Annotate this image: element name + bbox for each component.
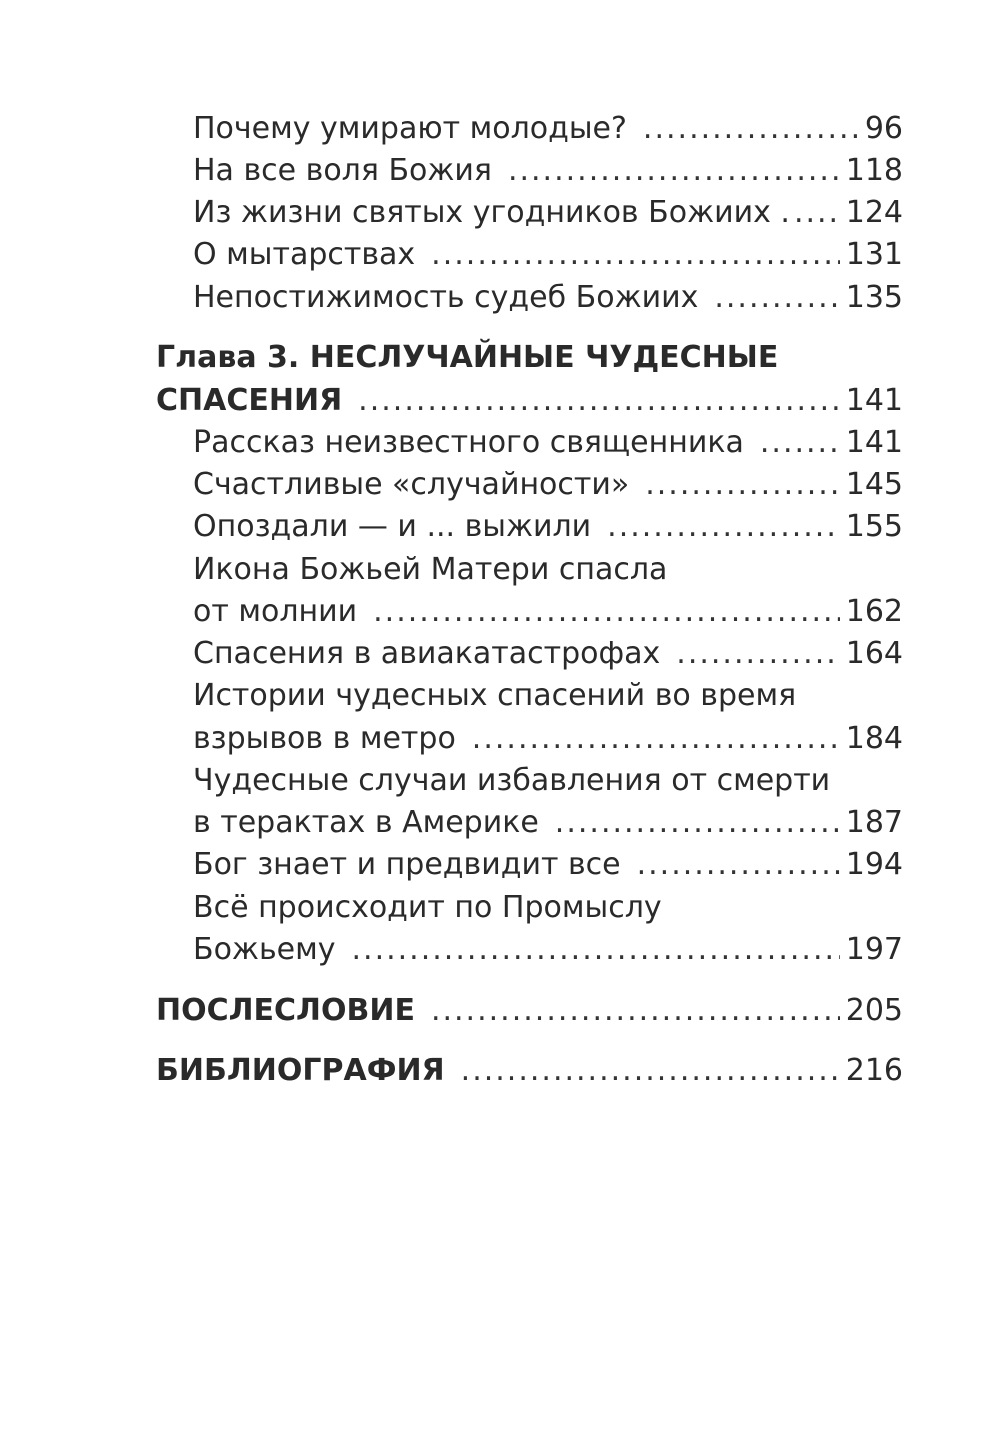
- toc-entry-title: На все воля Божия: [193, 153, 492, 188]
- toc-entry-title: Непостижимость судеб Божиих: [193, 280, 699, 315]
- toc-entry-title: ПОСЛЕСЛОВИЕ: [156, 993, 415, 1028]
- toc-entry-title-line1: Чудесные случаи избавления от смерти: [193, 763, 831, 798]
- toc-entry-line2: [193, 718, 903, 760]
- toc-entry-page: 194: [845, 847, 903, 882]
- toc-entry-page: 135: [845, 280, 903, 315]
- toc-entry-page: 118: [845, 153, 903, 188]
- toc-entry-page: 124: [845, 195, 903, 230]
- toc-entry-title: Бог знает и предвидит все: [193, 847, 621, 882]
- toc-entry: [193, 675, 903, 717]
- toc-entry-page: 96: [864, 111, 903, 146]
- dot-leader: [643, 108, 859, 150]
- toc-entry: [193, 277, 903, 319]
- dot-leader: [714, 277, 839, 319]
- toc-entry-page: 155: [845, 509, 903, 544]
- toc-entry-title-line2: в терактах в Америке: [193, 805, 539, 840]
- toc-entry: [193, 506, 903, 548]
- toc-entry-title-line2: взрывов в метро: [193, 721, 456, 756]
- toc-entry-title-line2: Божьему: [193, 932, 336, 967]
- toc-entry-title: Счастливые «случайности»: [193, 467, 630, 502]
- toc-entry: [193, 150, 903, 192]
- toc-entry-page: 184: [845, 721, 903, 756]
- toc-entry-page: 164: [845, 636, 903, 671]
- toc-entry-page: 141: [845, 425, 903, 460]
- toc-entry-title-line1: Икона Божьей Матери спасла: [193, 552, 668, 587]
- dot-leader: [431, 990, 840, 1032]
- dot-leader: [373, 591, 840, 633]
- dot-leader: [431, 234, 840, 276]
- toc-entry-page: 141: [845, 383, 903, 418]
- toc-entry: [193, 108, 903, 150]
- toc-entry: [193, 633, 903, 675]
- toc-entry-line2: [193, 802, 903, 844]
- toc-entry-title: Почему умирают молодые?: [193, 111, 627, 146]
- dot-leader: [461, 1050, 840, 1092]
- toc-entry-page: 145: [845, 467, 903, 502]
- dot-leader: [760, 422, 840, 464]
- dot-leader: [794, 192, 840, 234]
- toc-entry: [193, 549, 903, 591]
- toc-entry-line2: [193, 929, 903, 971]
- toc-entry-page: 197: [845, 932, 903, 967]
- toc-entry-title-line2: от молнии: [193, 594, 358, 629]
- dot-leader: [676, 633, 839, 675]
- dot-leader: [645, 464, 840, 506]
- toc-entry-bibliography: [156, 1050, 903, 1092]
- toc-entry: [193, 887, 903, 929]
- chapter-heading-line2: [156, 380, 903, 422]
- toc-entry-page: 216: [845, 1053, 903, 1088]
- toc-entry-title-line1: Всё происходит по Промыслу: [193, 890, 662, 925]
- toc-entry-page: 162: [845, 594, 903, 629]
- toc-entry-title-line1: Истории чудесных спасений во время: [193, 678, 797, 713]
- toc-entry: [193, 234, 903, 276]
- dot-leader: [352, 929, 840, 971]
- toc-entry: [193, 760, 903, 802]
- toc-entry-page: 131: [845, 237, 903, 272]
- toc-entry-title: Рассказ неизвестного священника: [193, 425, 744, 460]
- chapter-heading: [156, 337, 903, 379]
- toc-entry: [193, 422, 903, 464]
- toc-entry: [193, 464, 903, 506]
- dot-leader: [358, 380, 840, 422]
- toc-entry-title: БИБЛИОГРАФИЯ: [156, 1053, 445, 1088]
- dot-leader: [472, 718, 840, 760]
- toc-entry-page: 187: [845, 805, 903, 840]
- dot-leader: [637, 844, 840, 886]
- toc-entry: [193, 844, 903, 886]
- dot-leader: [508, 150, 840, 192]
- toc-entry-title: Опоздали — и ... выжили: [193, 509, 592, 544]
- toc-entry-page: 205: [845, 993, 903, 1028]
- toc-entry-afterword: [156, 990, 903, 1032]
- toc-entry-line2: [193, 591, 903, 633]
- chapter-title-line2: СПАСЕНИЯ: [156, 383, 343, 418]
- toc-entry-title: Из жизни святых угодников Божиих .: [193, 195, 790, 230]
- toc-entry-title: О мытарствах: [193, 237, 416, 272]
- toc-entry-title: Спасения в авиакатастрофах: [193, 636, 661, 671]
- toc-entry: [193, 192, 903, 234]
- dot-leader: [607, 506, 840, 548]
- chapter-title-line1: Глава 3. НЕСЛУЧАЙНЫЕ ЧУДЕСНЫЕ: [156, 340, 779, 375]
- dot-leader: [555, 802, 840, 844]
